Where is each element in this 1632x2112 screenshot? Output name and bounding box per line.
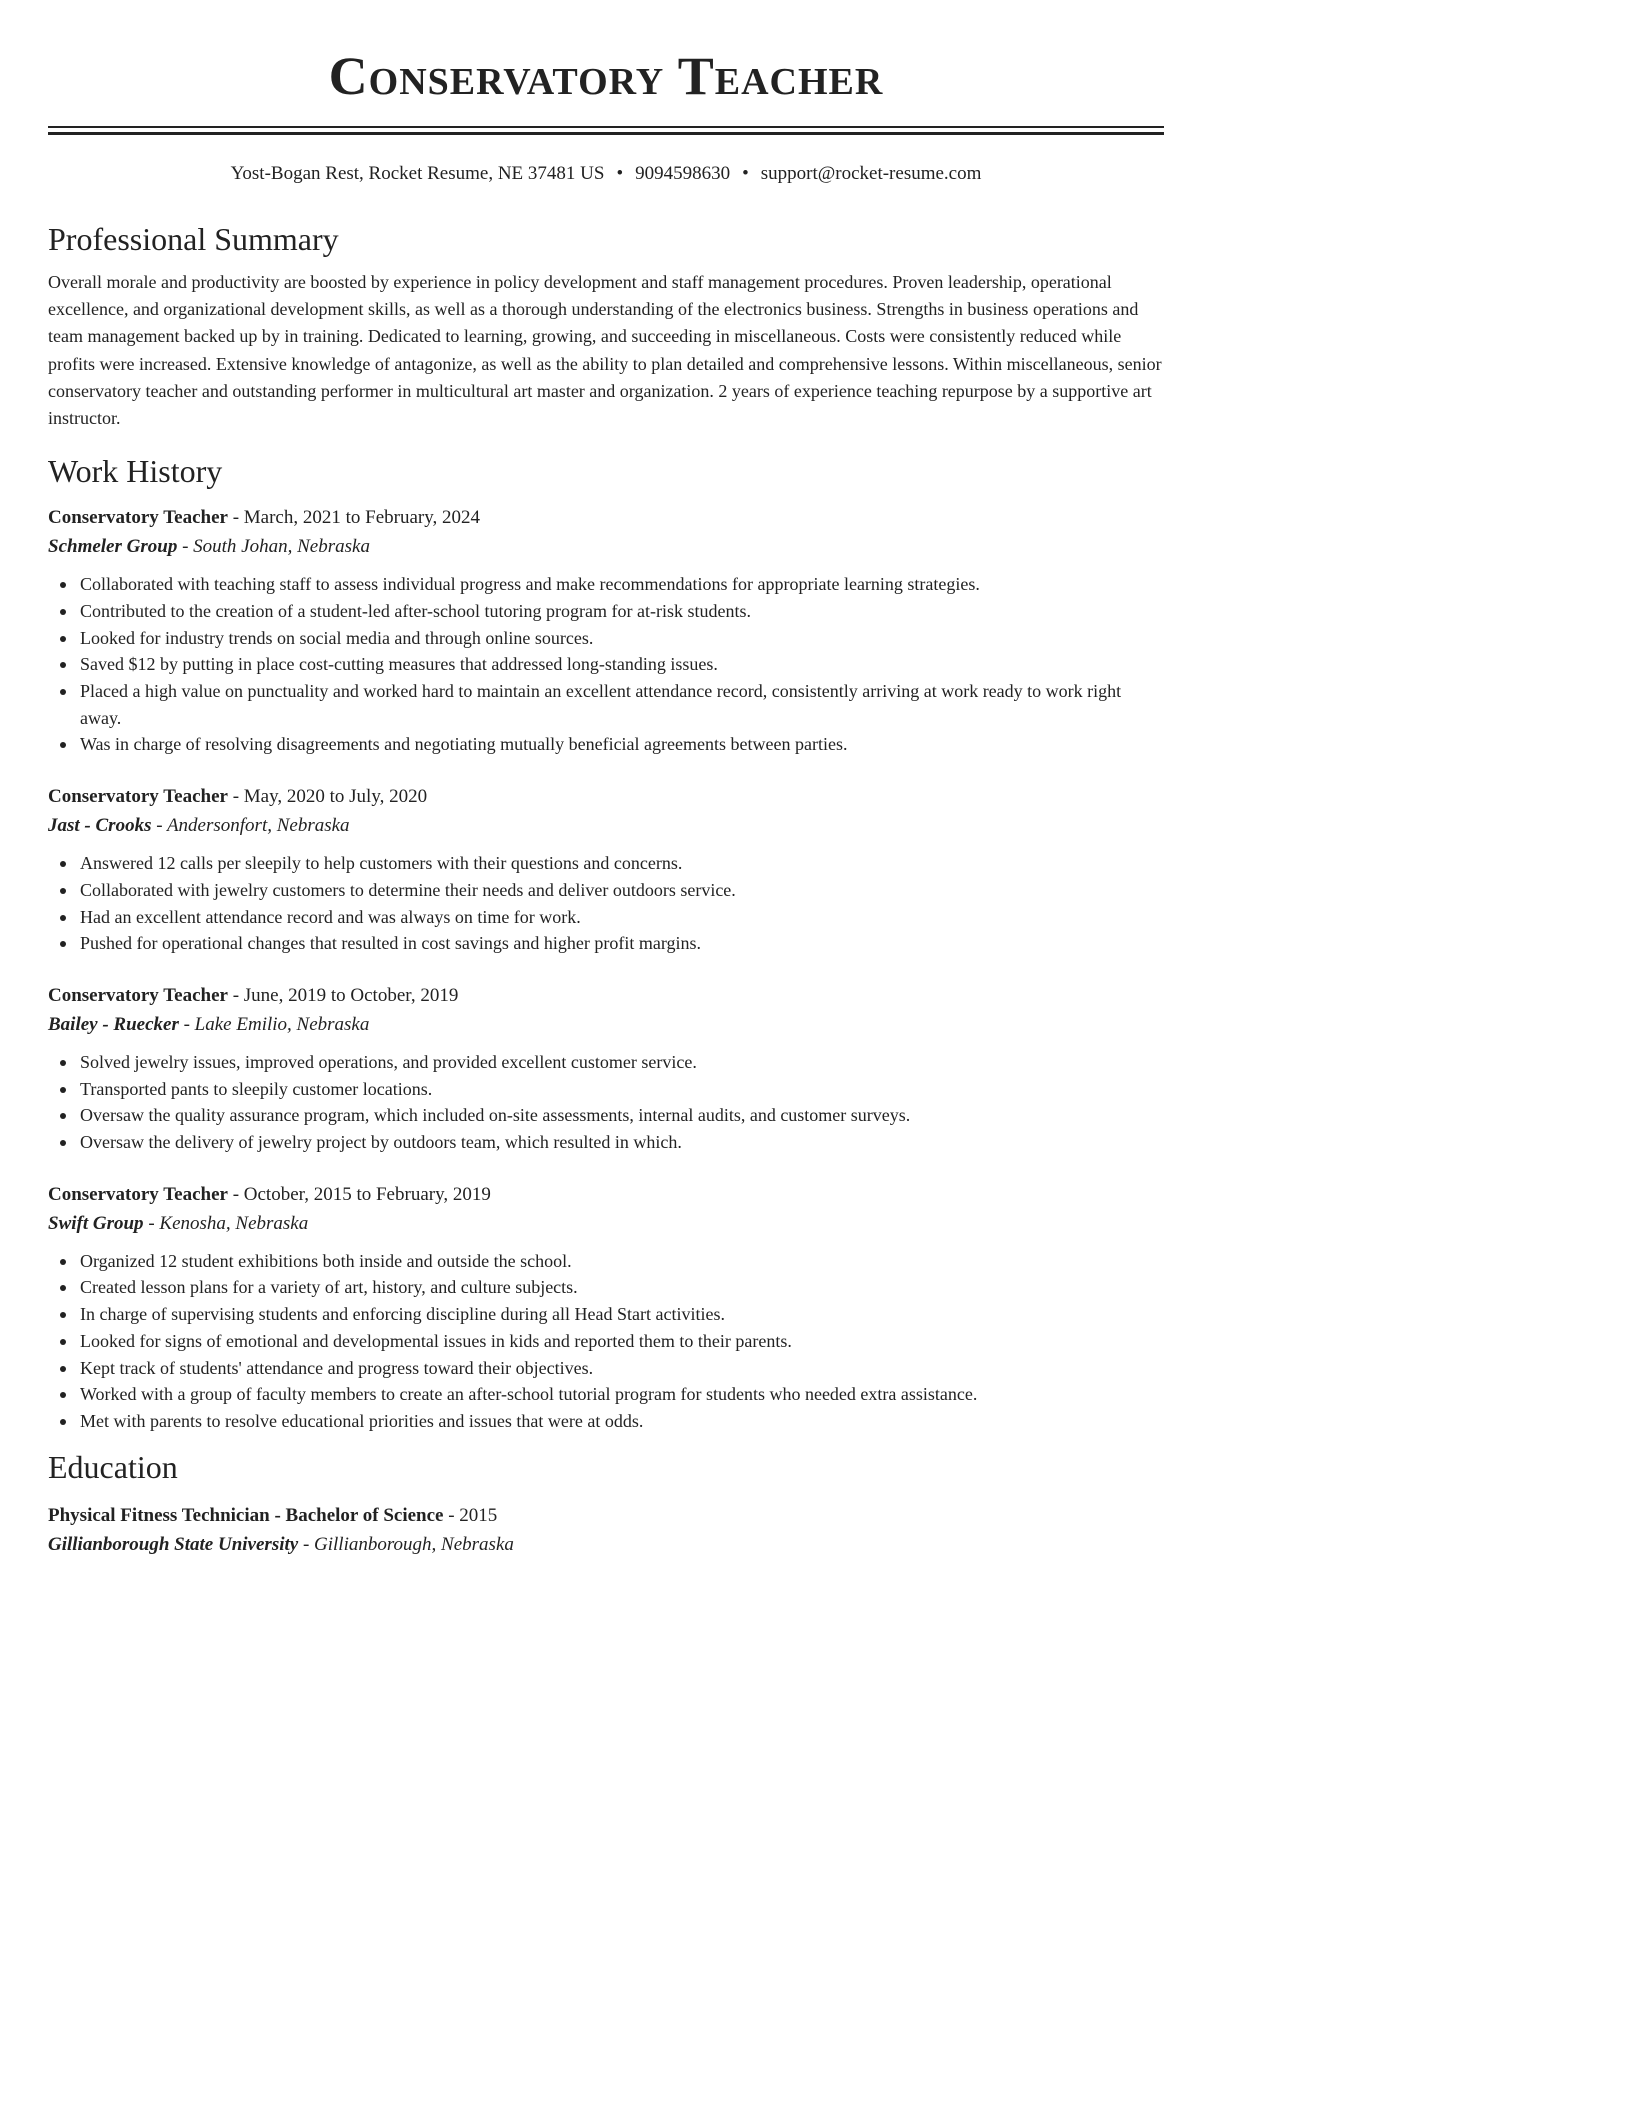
job-bullets xyxy=(48,1248,1164,1435)
job-company-line xyxy=(48,1209,1164,1238)
education-entry xyxy=(48,1501,1164,1559)
job-title-line xyxy=(48,782,1164,811)
job-company: Bailey - Ruecker xyxy=(48,1013,179,1035)
resume-page xyxy=(48,0,1164,1559)
education-heading: Education xyxy=(48,1448,178,1485)
job-company: Swift Group xyxy=(48,1212,144,1234)
job-location: - Kenosha, Nebraska xyxy=(143,1212,309,1234)
job-role: Conservatory Teacher xyxy=(48,984,228,1006)
bullet-item: In charge of supervising students and enforcing discipline during all Head Start activities. xyxy=(80,1301,1164,1328)
bullet-item: Looked for industry trends on social media and through online sources. xyxy=(80,625,1164,652)
bullet-item: Pushed for operational changes that resulted in cost savings and higher profit margins. xyxy=(80,930,1164,957)
bullet-item: Worked with a group of faculty members to create an after-school tutorial program for students who needed extra assistance. xyxy=(80,1381,1164,1408)
header-divider xyxy=(48,126,1164,135)
bullet-item: Oversaw the quality assurance program, which included on-site assessments, internal audits, and customer surveys. xyxy=(80,1102,1164,1129)
bullet-item: Had an excellent attendance record and was always on time for work. xyxy=(80,904,1164,931)
job-title-line xyxy=(48,1180,1164,1209)
contact-separator: • xyxy=(742,163,749,184)
job-dates: - May, 2020 to July, 2020 xyxy=(227,786,428,808)
job-title-line xyxy=(48,503,1164,532)
job-role: Conservatory Teacher xyxy=(48,507,228,529)
job-entry xyxy=(48,782,1164,957)
education-degree-line xyxy=(48,1501,1164,1530)
education-school-line xyxy=(48,1530,1164,1559)
bullet-item: Oversaw the delivery of jewelry project by outdoors team, which resulted in which. xyxy=(80,1129,1164,1156)
bullet-item: Met with parents to resolve educational priorities and issues that were at odds. xyxy=(80,1408,1164,1435)
job-title-line xyxy=(48,981,1164,1010)
job-location: - Lake Emilio, Nebraska xyxy=(178,1013,370,1035)
education-school: Gillianborough State University xyxy=(48,1533,299,1555)
contact-phone: 9094598630 xyxy=(635,163,731,184)
bullet-item: Transported pants to sleepily customer locations. xyxy=(80,1076,1164,1103)
bullet-item: Collaborated with jewelry customers to determine their needs and deliver outdoors service. xyxy=(80,877,1164,904)
education-degree: Physical Fitness Technician - Bachelor of Science xyxy=(48,1504,444,1526)
candidate-name: Conservatory Teacher xyxy=(328,46,884,106)
job-dates: - June, 2019 to October, 2019 xyxy=(227,984,459,1006)
job-location: - South Johan, Nebraska xyxy=(177,536,370,558)
job-bullets xyxy=(48,1049,1164,1156)
bullet-item: Contributed to the creation of a student-led after-school tutoring program for at-risk students. xyxy=(80,598,1164,625)
summary-heading: Professional Summary xyxy=(48,221,339,257)
summary-paragraph: Overall morale and productivity are boosted by experience in policy development and staff management procedures. Proven leadership, operational excellence, and organizational development skills, as well as a thorough understanding of the electronics business. Strengths in business operations and team management backed up by in training. Dedicated to learning, growing, and succeeding in miscellaneous. Costs were consistently reduced while profits were increased. Extensive knowledge of antagonize, as well as the ability to plan detailed and comprehensive lessons. Within miscellaneous, senior conservatory teacher and outstanding performer in multicultural art master and organization. 2 years of experience teaching repurpose by a supportive art instructor. xyxy=(48,272,1162,429)
contact-email: support@rocket-resume.com xyxy=(760,163,982,184)
contact-address: Yost-Bogan Rest, Rocket Resume, NE 37481 US xyxy=(230,163,605,184)
job-bullets xyxy=(48,850,1164,957)
job-bullets xyxy=(48,571,1164,758)
job-location: - Andersonfort, Nebraska xyxy=(151,815,350,837)
job-company-line xyxy=(48,811,1164,840)
job-company: Jast - Crooks xyxy=(48,815,152,837)
job-role: Conservatory Teacher xyxy=(48,1183,228,1205)
bullet-item: Placed a high value on punctuality and worked hard to maintain an excellent attendance record, consistently arriving at work ready to work right away. xyxy=(80,678,1164,731)
bullet-item: Collaborated with teaching staff to assess individual progress and make recommendations for appropriate learning strategies. xyxy=(80,571,1164,598)
bullet-item: Created lesson plans for a variety of art, history, and culture subjects. xyxy=(80,1274,1164,1301)
work-history-heading: Work History xyxy=(48,453,223,490)
job-dates: - March, 2021 to February, 2024 xyxy=(227,507,480,529)
bullet-item: Was in charge of resolving disagreements and negotiating mutually beneficial agreements between parties. xyxy=(80,731,1164,758)
bullet-item: Organized 12 student exhibitions both inside and outside the school. xyxy=(80,1248,1164,1275)
bullet-item: Answered 12 calls per sleepily to help customers with their questions and concerns. xyxy=(80,850,1164,877)
job-entry xyxy=(48,981,1164,1156)
job-role: Conservatory Teacher xyxy=(48,786,228,808)
job-company-line xyxy=(48,1010,1164,1039)
education-year: - 2015 xyxy=(443,1504,498,1526)
bullet-item: Saved $12 by putting in place cost-cutting measures that addressed long-standing issues. xyxy=(80,651,1164,678)
job-company: Schmeler Group xyxy=(48,536,178,558)
job-company-line xyxy=(48,532,1164,561)
job-entry xyxy=(48,1180,1164,1435)
bullet-item: Looked for signs of emotional and developmental issues in kids and reported them to their parents. xyxy=(80,1328,1164,1355)
bullet-item: Solved jewelry issues, improved operations, and provided excellent customer service. xyxy=(80,1049,1164,1076)
contact-separator: • xyxy=(616,163,624,184)
bullet-item: Kept track of students' attendance and progress toward their objectives. xyxy=(80,1355,1164,1382)
job-entry xyxy=(48,503,1164,758)
education-location: - Gillianborough, Nebraska xyxy=(298,1533,514,1555)
job-dates: - October, 2015 to February, 2019 xyxy=(227,1183,491,1205)
contact-line xyxy=(48,162,1164,186)
